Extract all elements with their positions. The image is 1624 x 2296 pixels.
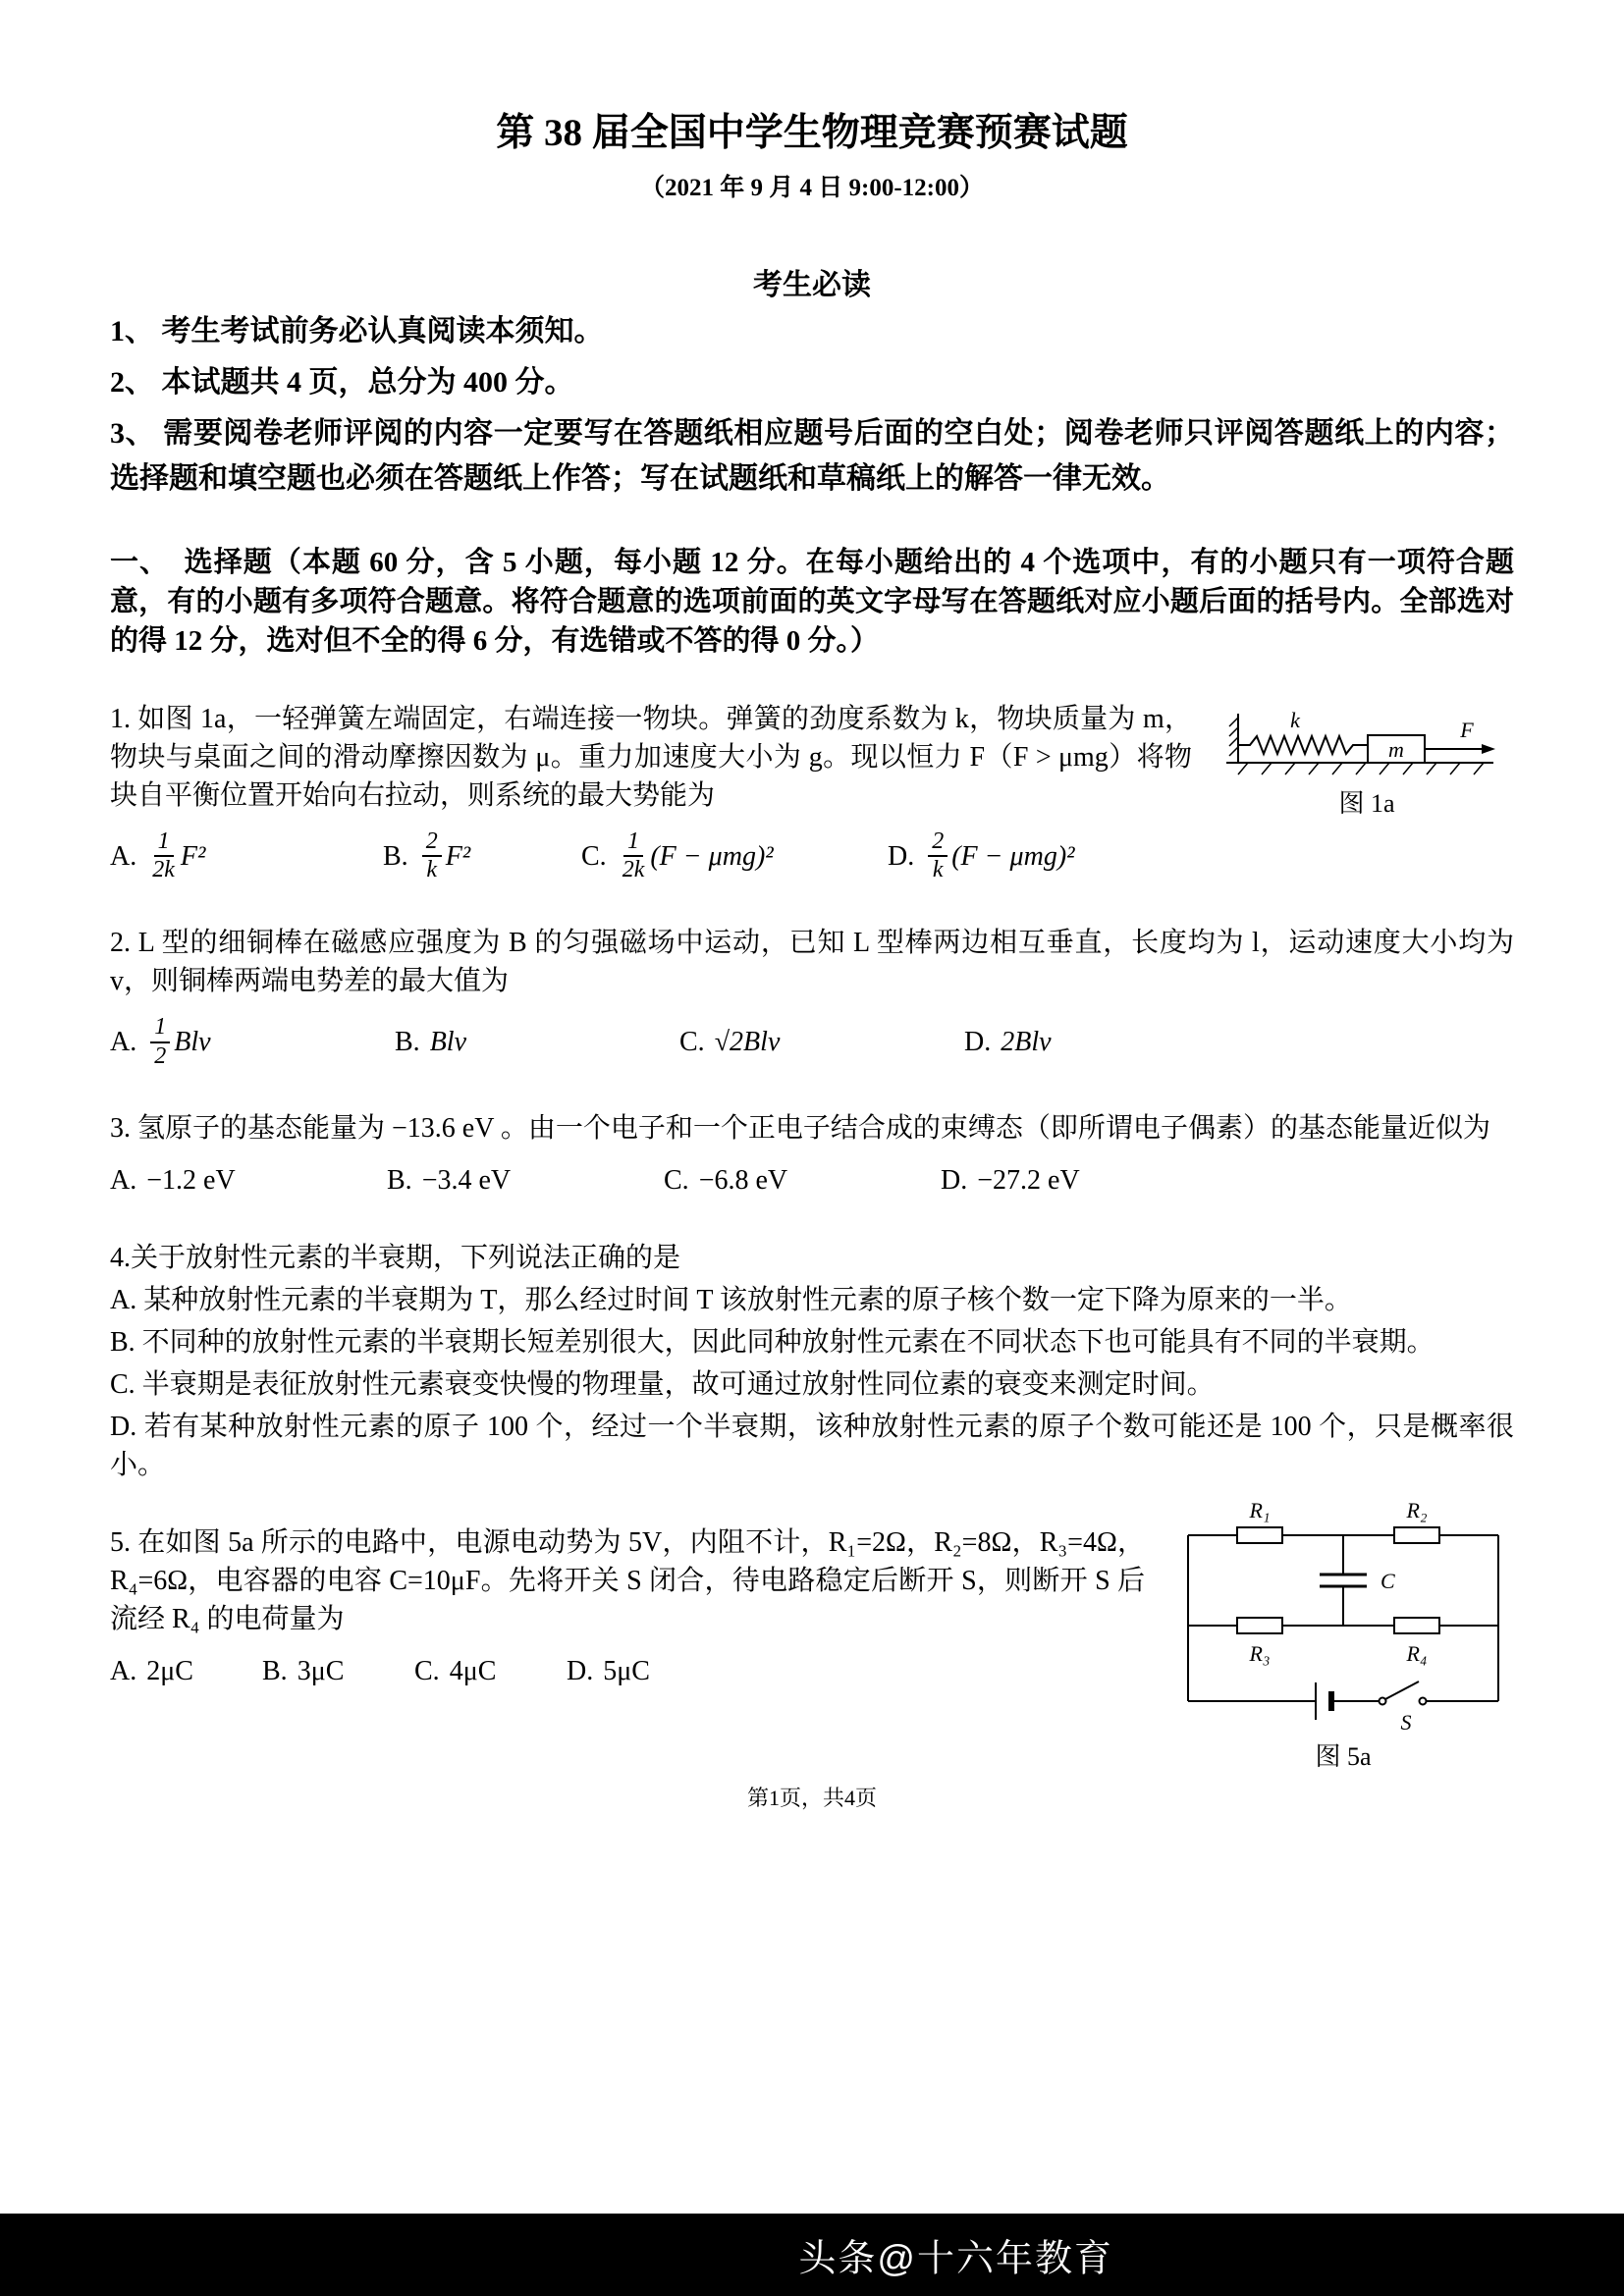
q5-option-a — [110, 1652, 262, 1690]
q1-option-d — [888, 828, 1075, 884]
page-subtitle: （2021 年 9 月 4 日 9:00-12:00） — [640, 174, 984, 201]
question-5-text: 5. 在如图 5a 所示的电路中，电源电动势为 5V，内阻不计，R₁=2Ω，R₂=8Ω，R₃=4Ω，R₄=6Ω，电容器的电容 C=10μF。先将开关 S 闭合，待电路稳定后断开 S，则断开 S 后流经 R₄ 的电荷量为 — [110, 1527, 1145, 1635]
q5-option-d — [567, 1652, 719, 1690]
option-label: B. — [383, 840, 408, 872]
figure-5a — [1172, 1500, 1514, 1776]
q3-option-c — [664, 1161, 941, 1200]
switch-label: S — [1400, 1710, 1412, 1735]
q5-option-b — [262, 1652, 414, 1690]
question-1-options — [110, 828, 1514, 884]
section-1-header: 一、 选择题（本题 60 分，含 5 小题，每小题 12 分。在每小题给出的 4 个选项中，有的小题只有一项符合题意，有的小题有多项符合题意。将符合题意的选项前面的英文字母写在答题纸对应小题后面的括号内。全部选对的得 12 分，选对但不全的得 6 分，有选错或不答的得 0 分。） — [110, 546, 1514, 657]
q2-option-b — [395, 1023, 679, 1061]
question-4-text: 4.关于放射性元素的半衰期，下列说法正确的是 — [110, 1243, 681, 1274]
question-5 — [110, 1500, 1514, 1772]
q2-option-a — [110, 1014, 395, 1070]
fraction — [150, 1014, 170, 1070]
option-value: 2μC — [146, 1656, 193, 1687]
q4-option-b: B. 不同种的放射性元素的半衰期长短差别很大，因此同种放射性元素在不同状态下也可能具有不同的半衰期。 — [110, 1327, 1435, 1359]
option-formula — [430, 1023, 466, 1061]
r1-label: R₁ — [1249, 1500, 1271, 1523]
watermark-bar — [0, 2214, 1624, 2296]
formula-tail: 2Blv — [1001, 1027, 1052, 1058]
option-formula — [924, 828, 1074, 884]
formula-tail: √2Blv — [714, 1027, 781, 1058]
r3-label: R₃ — [1249, 1641, 1271, 1667]
q2-option-d — [964, 1023, 1249, 1061]
option-label: A. — [110, 1027, 137, 1058]
question-2-text: 2. L 型的细铜棒在磁感应强度为 B 的匀强磁场中运动，已知 L 型棒两边相互垂直，长度均为 l，运动速度大小均为 v，则铜棒两端电势差的最大值为 — [110, 927, 1514, 996]
question-3-text: 3. 氢原子的基态能量为 −13.6 eV 。由一个电子和一个正电子结合成的束缚态（即所谓电子偶素）的基态能量近似为 — [110, 1113, 1490, 1145]
switch-contact-left — [1380, 1698, 1386, 1705]
option-label: C. — [679, 1027, 705, 1058]
option-label: B. — [395, 1027, 420, 1058]
question-3 — [110, 1109, 1514, 1200]
option-value: −3.4 eV — [421, 1165, 512, 1197]
formula-tail: F² — [445, 840, 471, 872]
fraction — [422, 828, 442, 884]
option-label: B. — [262, 1656, 288, 1687]
option-formula — [715, 1023, 781, 1061]
q3-option-d — [941, 1161, 1218, 1200]
q5-option-c — [414, 1652, 567, 1690]
r4-label: R₄ — [1406, 1641, 1428, 1667]
q3-option-a — [110, 1161, 387, 1200]
fraction-numerator: 1 — [150, 1014, 170, 1043]
resistor-r2 — [1394, 1527, 1439, 1543]
formula-tail: (F − μmg)² — [650, 840, 774, 872]
formula-tail: F² — [180, 840, 206, 872]
notice-item-3: 3、 需要阅卷老师评阅的内容一定要写在答题纸相应题号后面的空白处；阅卷老师只评阅答题纸上的内容；选择题和填空题也必须在答题纸上作答；写在试题纸和草稿纸上的解答一律无效。 — [110, 416, 1514, 495]
notice-item-1: 1、 考生考试前务必认真阅读本须知。 — [110, 314, 604, 347]
question-2-options — [110, 1014, 1514, 1070]
q4-option-d: D. 若有某种放射性元素的原子 100 个，经过一个半衰期，该种放射性元素的原子个数可能还是 100 个，只是概率很小。 — [110, 1412, 1514, 1481]
figure-1a — [1219, 702, 1514, 823]
q1-option-b — [383, 828, 581, 884]
option-label: A. — [110, 1165, 137, 1197]
figure-5a-caption: 图 5a — [1315, 1742, 1372, 1772]
option-value: −1.2 eV — [146, 1165, 236, 1197]
notice-item-2: 2、 本试题共 4 页，总分为 400 分。 — [110, 365, 574, 399]
fraction-denominator: k — [426, 857, 438, 883]
fraction — [621, 828, 647, 884]
force-arrowhead — [1482, 744, 1495, 754]
fraction — [150, 828, 177, 884]
option-value: −27.2 eV — [977, 1165, 1080, 1197]
option-label: D. — [964, 1027, 992, 1058]
question-2 — [110, 924, 1514, 1070]
q1-option-c — [581, 828, 888, 884]
option-value: 3μC — [297, 1656, 345, 1687]
resistor-r3 — [1237, 1618, 1282, 1633]
page-footer: 第1页，共4页 — [746, 1786, 877, 1811]
spring-constant-label: k — [1290, 707, 1300, 732]
fraction — [928, 828, 947, 884]
block-mass-label: m — [1388, 736, 1404, 762]
spring-icon — [1238, 736, 1368, 754]
option-label: D. — [888, 840, 915, 872]
capacitor-label: C — [1380, 1569, 1395, 1594]
question-5-options — [110, 1652, 1145, 1690]
question-4 — [110, 1239, 1514, 1484]
q2-option-c — [679, 1023, 964, 1061]
figure-1a-caption: 图 1a — [1338, 788, 1395, 818]
fraction-denominator: 2k — [152, 857, 175, 883]
option-label: A. — [110, 1656, 137, 1687]
q4-option-a: A. 某种放射性元素的半衰期为 T，那么经过时间 T 该放射性元素的原子核个数一定下降为原来的一半。 — [110, 1285, 1352, 1316]
page-title: 第 38 届全国中学生物理竞赛预赛试题 — [496, 112, 1128, 154]
question-1 — [110, 700, 1514, 884]
notice-title: 考生必读 — [753, 268, 871, 301]
option-label: C. — [664, 1165, 689, 1197]
option-label: C. — [414, 1656, 440, 1687]
fraction-numerator: 1 — [154, 828, 174, 858]
formula-tail: Blv — [174, 1027, 211, 1058]
fraction-denominator: 2k — [622, 857, 645, 883]
option-value: 5μC — [603, 1656, 650, 1687]
option-label: D. — [941, 1165, 968, 1197]
option-label: A. — [110, 840, 137, 872]
question-3-options — [110, 1161, 1514, 1200]
r2-label: R₂ — [1406, 1500, 1428, 1523]
watermark-text: 头条@十六年教育 — [798, 2238, 1113, 2280]
switch-lever — [1385, 1682, 1419, 1699]
circuit-diagram — [1176, 1500, 1510, 1735]
option-formula — [146, 1014, 210, 1070]
option-formula — [617, 828, 774, 884]
fraction-numerator: 2 — [928, 828, 947, 858]
fraction-numerator: 1 — [623, 828, 643, 858]
q1-option-a — [110, 828, 383, 884]
option-label: C. — [581, 840, 607, 872]
resistor-r1 — [1237, 1527, 1282, 1543]
formula-tail: (F − μmg)² — [951, 840, 1075, 872]
q3-option-b — [387, 1161, 664, 1200]
option-formula — [418, 828, 471, 884]
option-label: B. — [387, 1165, 412, 1197]
resistor-r4 — [1394, 1618, 1439, 1633]
formula-tail: Blv — [429, 1027, 466, 1058]
fraction-denominator: 2 — [154, 1042, 167, 1069]
spring-mass-diagram — [1224, 702, 1509, 782]
option-formula — [1001, 1023, 1051, 1061]
fraction-numerator: 2 — [422, 828, 442, 858]
option-value: 4μC — [449, 1656, 497, 1687]
option-label: D. — [567, 1656, 594, 1687]
q4-option-c: C. 半衰期是表征放射性元素衰变快慢的物理量，故可通过放射性同位素的衰变来测定时间。 — [110, 1369, 1215, 1401]
fraction-denominator: k — [932, 857, 944, 883]
option-value: −6.8 eV — [698, 1165, 788, 1197]
question-1-text: 1. 如图 1a，一轻弹簧左端固定，右端连接一物块。弹簧的劲度系数为 k，物块质量为 m，物块与桌面之间的滑动摩擦因数为 μ。重力加速度大小为 g。现以恒力 F（F > μmg）将物块自平衡位置开始向右拉动，则系统的最大势能为 — [110, 703, 1192, 811]
switch-contact-right — [1420, 1698, 1427, 1705]
force-label: F — [1460, 717, 1474, 742]
option-formula — [146, 828, 205, 884]
